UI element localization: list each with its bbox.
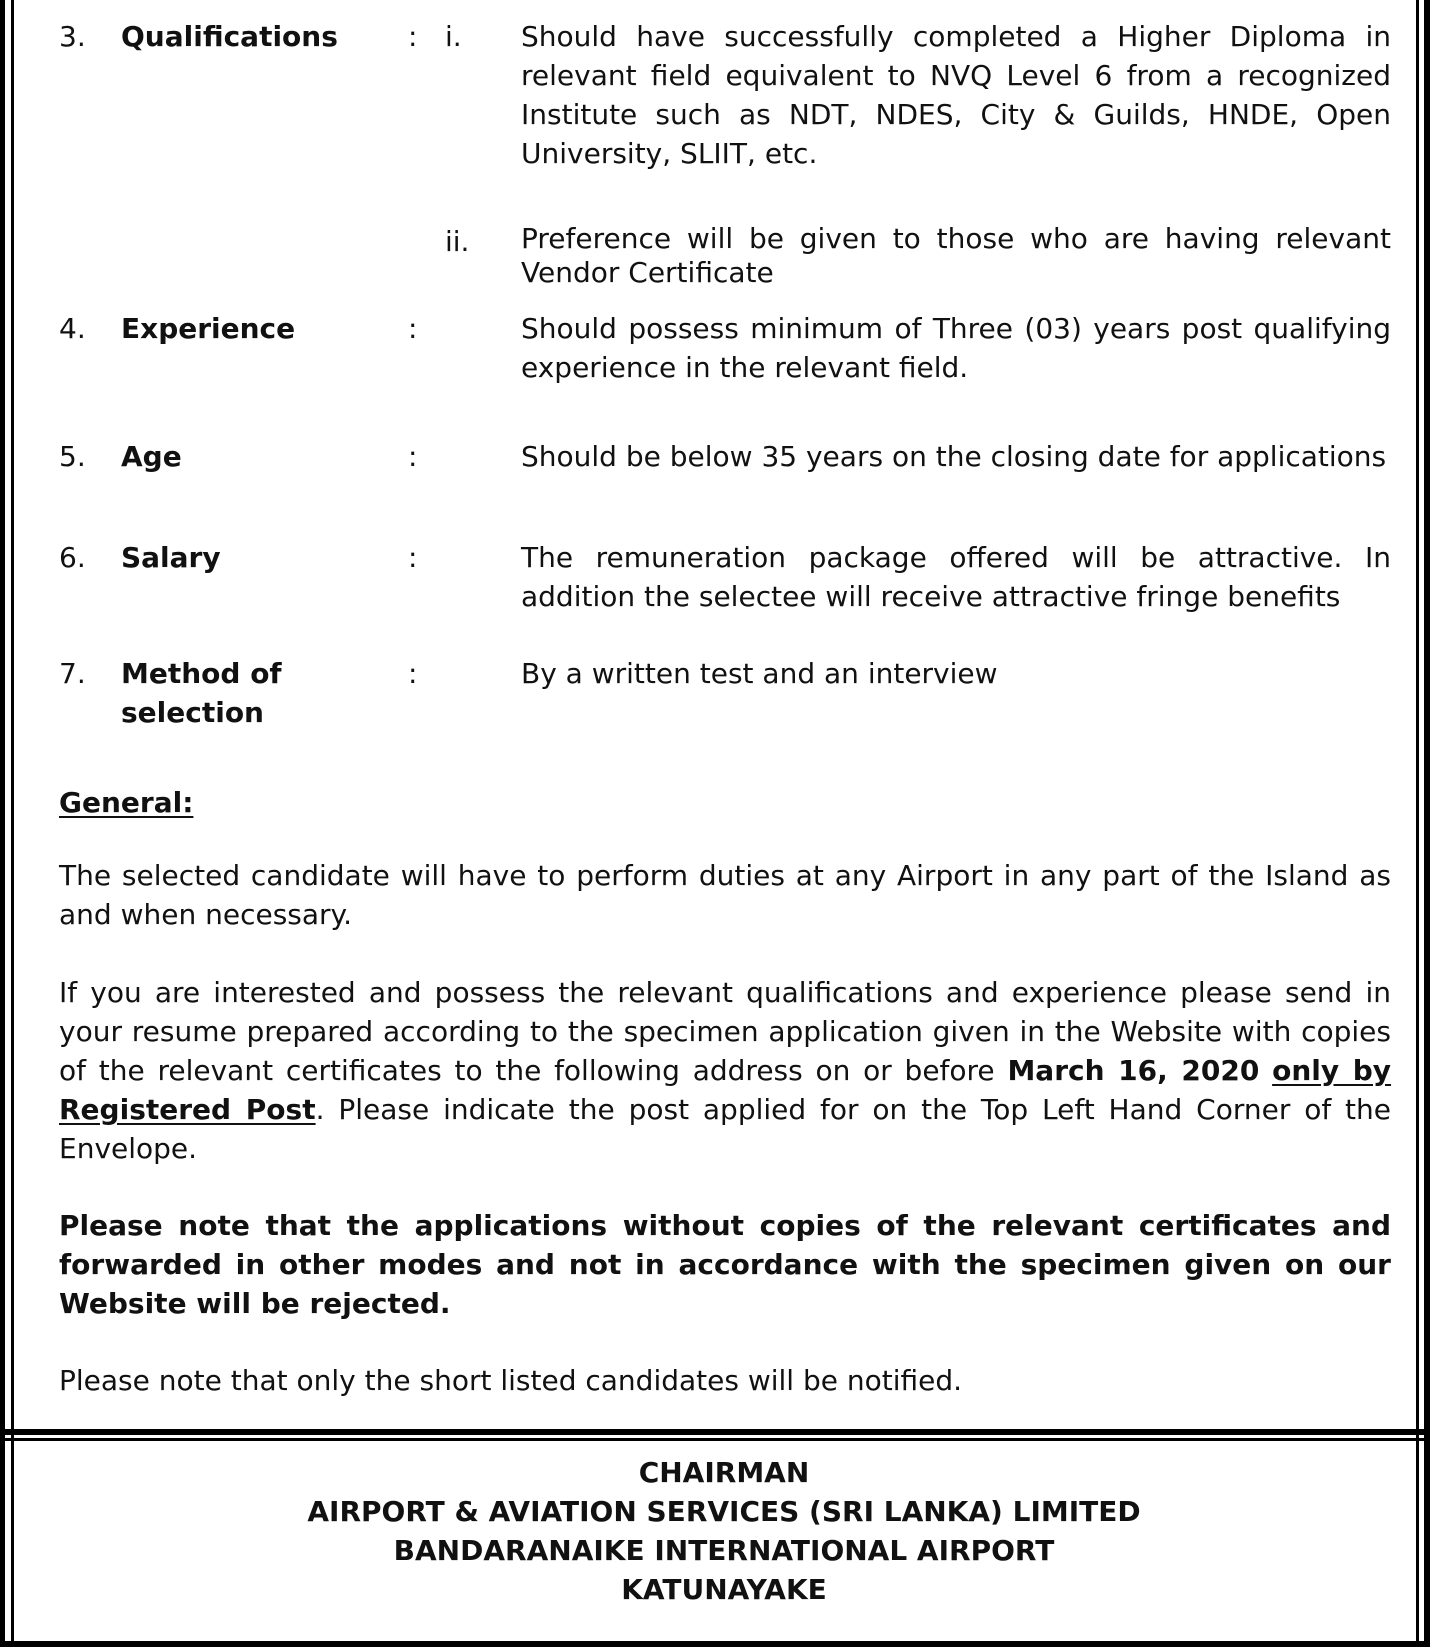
item-colon: : [408,440,418,473]
subitem-text: Preference will be given to those who are having relevant Vendor Certificate [521,222,1391,289]
item-number: 3. [59,20,86,53]
item-colon: : [408,541,418,574]
item-text: Should possess minimum of Three (03) years post qualifying experience in the relevant field. [521,312,1391,384]
item-text: The remuneration package offered will be attractive. In addition the selectee will receive attractive fringe benefits [521,541,1391,613]
item-number: 6. [59,541,86,574]
item-colon: : [408,20,418,53]
subitem-numeral: ii. [445,225,470,258]
footer-organization: AIRPORT & AVIATION SERVICES (SRI LANKA) LIMITED [307,1495,1141,1528]
item-label: Qualifications [121,20,338,53]
item-number: 7. [59,657,86,690]
subitem-text: Should have successfully completed a Higher Diploma in relevant field equivalent to NVQ Level 6 from a recognized Institute such as NDT, NDES, City & Guilds, HNDE, Open University, SLIIT, etc. [521,20,1391,170]
footer-title: CHAIRMAN [638,1456,810,1489]
item-text: Should be below 35 years on the closing date for applications [521,440,1387,473]
item-colon: : [408,657,418,690]
general-paragraph-3: Please note that the applications without copies of the relevant certificates and forwarded in other modes and not in accordance with the specimen given on our Website will be rejected. [59,1209,1391,1320]
submission-method: only by Registered Post [59,1054,1392,1126]
closing-date: March 16, 2020 [1007,1054,1260,1087]
footer-location: BANDARANAIKE INTERNATIONAL AIRPORT [393,1534,1055,1567]
item-label: Experience [121,312,296,345]
item-number: 5. [59,440,86,473]
paragraph-text: . Please indicate the post applied for on the Top Left Hand Corner of the Envelope. [59,1093,1391,1165]
item-label: Method of selection [121,657,282,729]
paragraph-text: If you are interested and possess the relevant qualifications and experience please send in your resume prepared according to the specimen application given in the Website with copies of the relevant certificates to the following address on or before [59,976,1391,1087]
item-number: 4. [59,312,86,345]
item-label: Salary [121,541,221,574]
right-border-outer [1424,0,1430,1647]
general-heading: General: [59,786,194,819]
subitem-numeral: i. [445,20,462,53]
right-border-inner [1416,0,1419,1647]
general-paragraph-4: Please note that only the short listed candidates will be notified. [59,1364,963,1397]
item-colon: : [408,312,418,345]
footer-city: KATUNAYAKE [621,1573,827,1606]
left-border-inner [11,0,14,1647]
general-paragraph-1: The selected candidate will have to perform duties at any Airport in any part of the Island as and when necessary. [59,859,1391,931]
item-text: By a written test and an interview [521,657,998,690]
left-border-outer [0,0,5,1647]
item-label: Age [121,440,182,473]
footer-divider-bottom [0,1438,1430,1441]
general-paragraph-2 [59,973,1391,1168]
signature-block [0,1453,1430,1609]
bottom-border [0,1641,1430,1647]
footer-divider-top [0,1429,1430,1435]
